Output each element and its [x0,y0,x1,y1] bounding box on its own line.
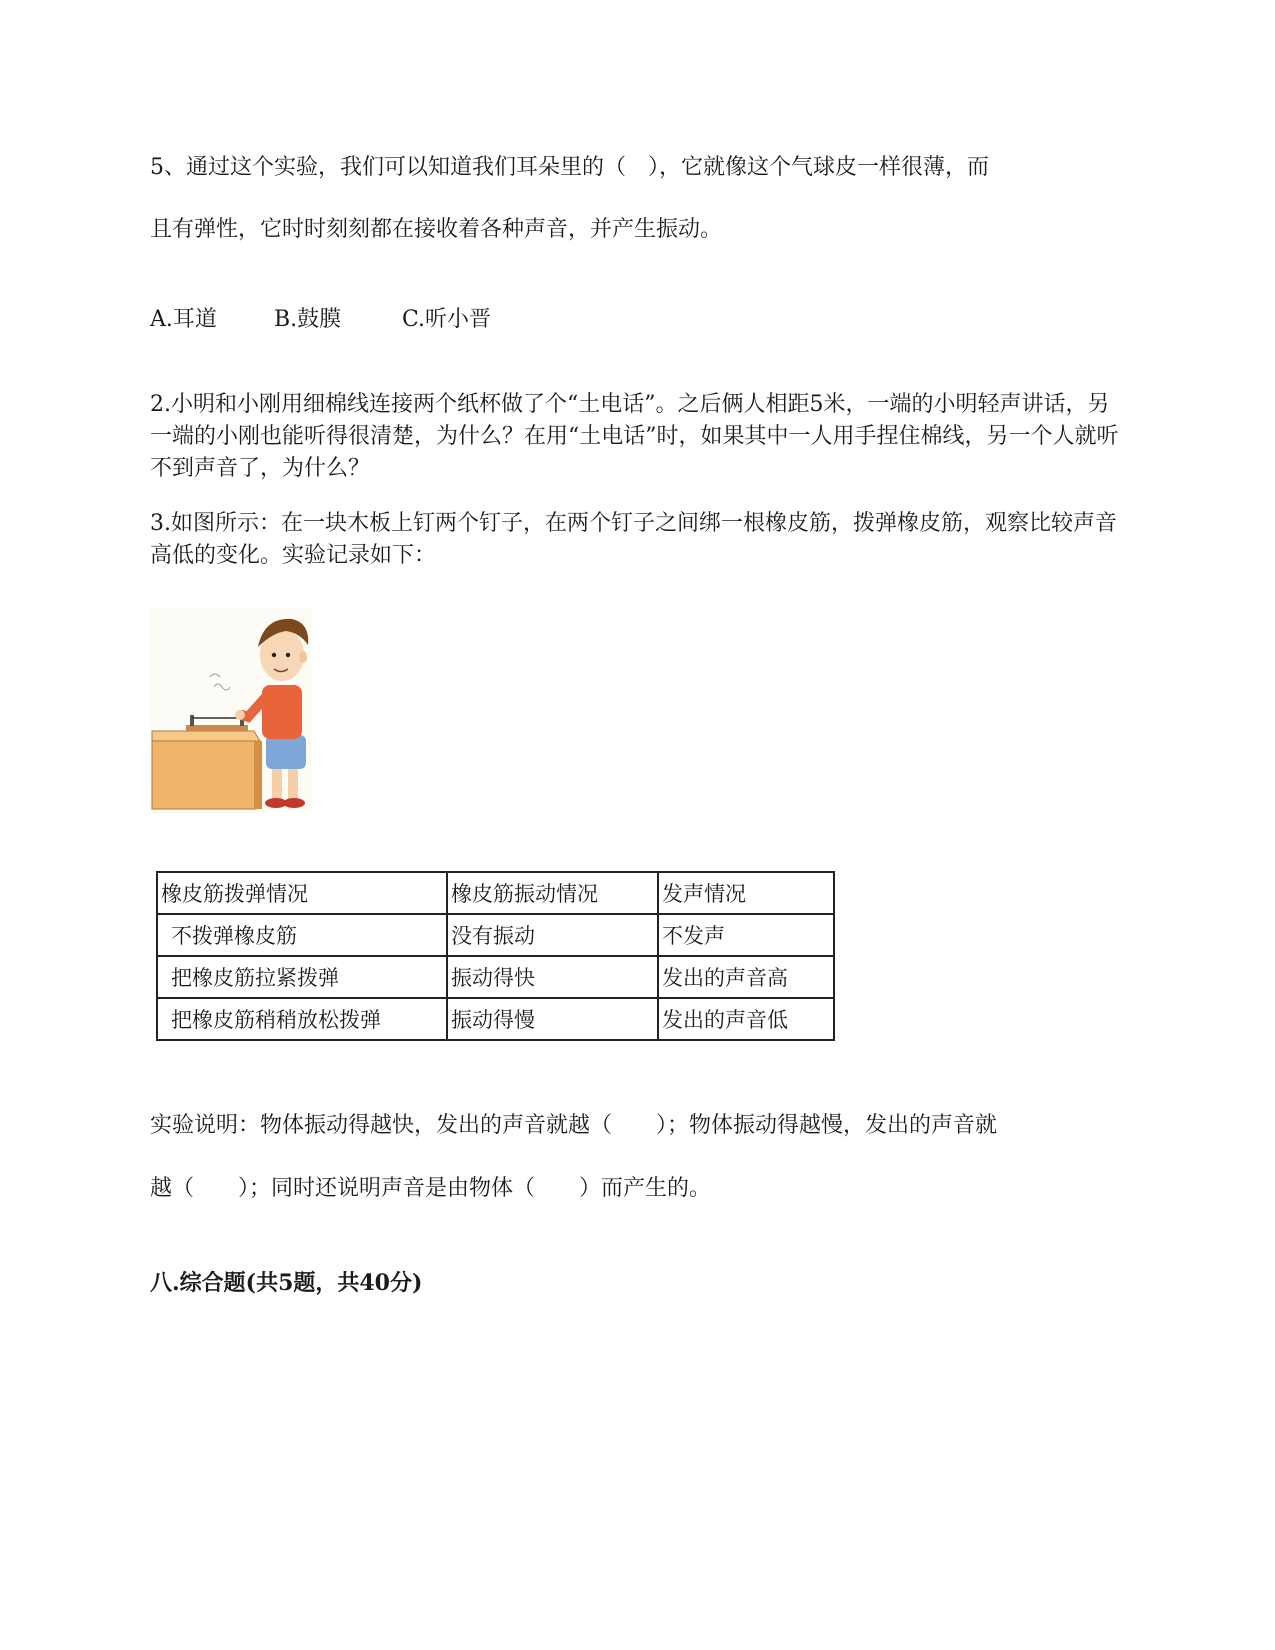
table-cell: 把橡皮筋稍稍放松拨弹 [157,998,447,1040]
q3-explain-line-1: 实验说明：物体振动得越快，发出的声音就越（ ）；物体振动得越慢，发出的声音就 [150,1113,998,1138]
table-row [157,956,834,998]
table-cell: 不发声 [658,914,834,956]
table-cell: 把橡皮筋拉紧拨弹 [157,956,447,998]
option-b: B.鼓膜 [274,307,342,332]
option-a: A.耳道 [150,307,217,332]
table-header-cell: 橡皮筋拨弹情况 [157,872,447,914]
experiment-record-table [156,871,835,1041]
table-header-row [157,872,834,914]
table-row [157,998,834,1040]
q2-text: 2.小明和小刚用细棉线连接两个纸杯做了个“土电话”。之后俩人相距5米，一端的小明轻声讲话，另一端的小刚也能听得很清楚，为什么？在用“土电话”时，如果其中一人用手捏住棉线，另一个人就听不到声音了，为什么？ [150,392,1119,481]
table-row [157,914,834,956]
q3-text: 3.如图所示：在一块木板上钉两个钉子，在两个钉子之间绑一根橡皮筋，拨弹橡皮筋，观察比较声音高低的变化。实验记录如下： [150,511,1117,568]
table-cell: 振动得快 [447,956,658,998]
table-header-cell: 橡皮筋振动情况 [447,872,658,914]
q5-line-1: 5、通过这个实验，我们可以知道我们耳朵里的（ ），它就像这个气球皮一样很薄，而 [150,155,989,180]
table-cell: 发出的声音高 [658,956,834,998]
table-cell: 不拨弹橡皮筋 [157,914,447,956]
table-cell: 没有振动 [447,914,658,956]
q5-line-2: 且有弹性，它时时刻刻都在接收着各种声音，并产生振动。 [150,217,723,242]
q3-explain-line-2: 越（ ）；同时还说明声音是由物体（ ）而产生的。 [150,1176,712,1201]
option-c: C.听小晋 [402,307,492,332]
table-header-cell: 发声情况 [658,872,834,914]
section-heading: 八.综合题(共5题，共40分) [150,1270,423,1296]
table-cell: 振动得慢 [447,998,658,1040]
q5-options [150,302,491,333]
boy-plucking-rubber-band-illustration [150,607,312,813]
table-cell: 发出的声音低 [658,998,834,1040]
